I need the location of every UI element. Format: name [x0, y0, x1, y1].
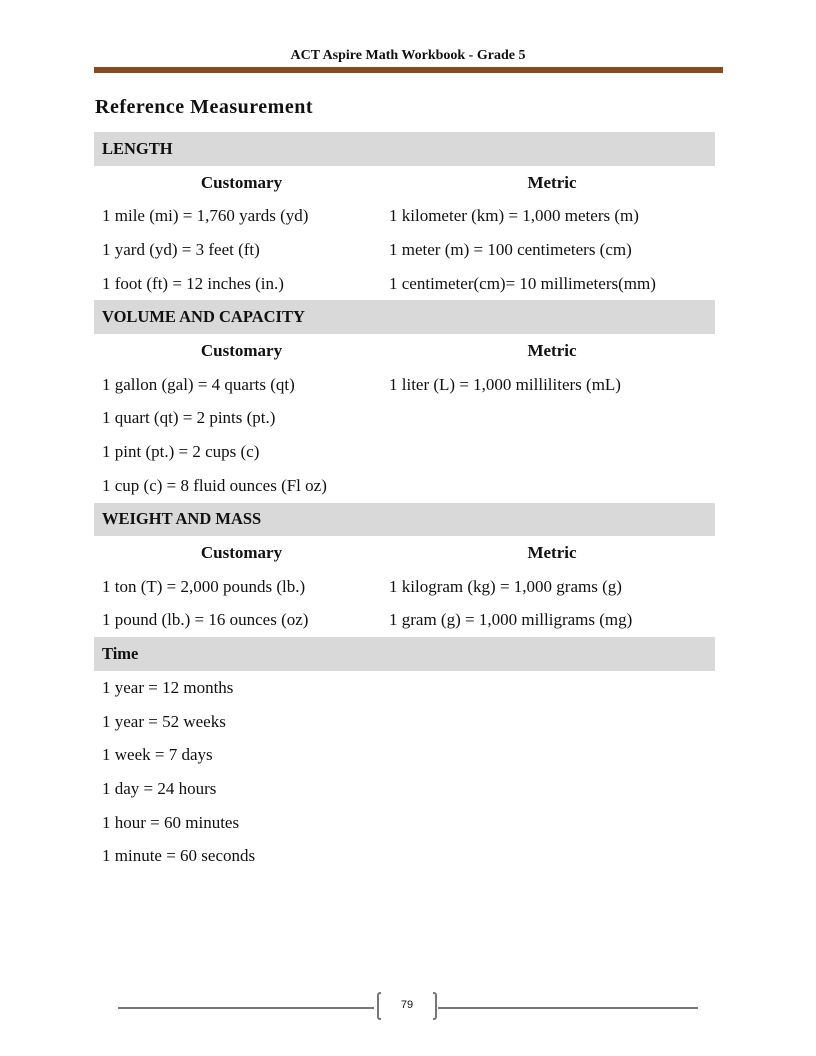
table-row: [94, 570, 715, 604]
footer-rule-left: [118, 1007, 374, 1009]
customary-cell: 1 pint (pt.) = 2 cups (c): [102, 442, 260, 462]
metric-cell: 1 liter (L) = 1,000 milliliters (mL): [389, 374, 621, 394]
time-cell: 1 hour = 60 minutes: [102, 812, 240, 832]
metric-cell: 1 kilogram (kg) = 1,000 grams (g): [389, 576, 622, 596]
section-header-time: Time: [94, 637, 715, 671]
time-cell: 1 week = 7 days: [102, 745, 213, 765]
column-header-row: [94, 536, 715, 570]
customary-header: Customary: [200, 543, 283, 563]
customary-header: Customary: [200, 172, 283, 192]
metric-header: Metric: [527, 172, 577, 192]
section-header-weight: WEIGHT AND MASS: [94, 503, 715, 537]
table-row: [94, 806, 715, 840]
table-row: [94, 839, 715, 873]
table-row: [94, 705, 715, 739]
table-row: [94, 233, 715, 267]
header-title: ACT Aspire Math Workbook - Grade 5: [290, 48, 526, 63]
page-footer: [118, 990, 698, 1024]
column-header-row: [94, 166, 715, 200]
customary-cell: 1 ton (T) = 2,000 pounds (lb.): [102, 576, 306, 596]
page-number: 79: [400, 999, 414, 1011]
column-header-row: [94, 334, 715, 368]
customary-cell: 1 yard (yd) = 3 feet (ft): [102, 239, 260, 259]
footer-rule-right: [438, 1007, 698, 1009]
table-row: [94, 368, 715, 402]
table-row: [94, 469, 715, 503]
metric-cell: 1 kilometer (km) = 1,000 meters (m): [389, 206, 639, 226]
table-row: [94, 402, 715, 436]
table-row: [94, 772, 715, 806]
section-header-length: LENGTH: [94, 132, 715, 166]
customary-cell: 1 quart (qt) = 2 pints (pt.): [102, 408, 276, 428]
metric-cell: 1 meter (m) = 100 centimeters (cm): [389, 239, 632, 259]
time-cell: 1 minute = 60 seconds: [102, 846, 256, 866]
customary-cell: 1 mile (mi) = 1,760 yards (yd): [102, 206, 309, 226]
customary-cell: 1 gallon (gal) = 4 quarts (qt): [102, 374, 295, 394]
page-title: Reference Measurement: [95, 96, 313, 118]
time-cell: 1 day = 24 hours: [102, 778, 217, 798]
customary-cell: 1 pound (lb.) = 16 ounces (oz): [102, 610, 309, 630]
section-header-volume: VOLUME AND CAPACITY: [94, 300, 715, 334]
metric-header: Metric: [527, 340, 577, 360]
customary-header: Customary: [200, 340, 283, 360]
table-row: [94, 435, 715, 469]
right-bracket-icon: [433, 992, 437, 1020]
time-cell: 1 year = 52 weeks: [102, 711, 226, 731]
table-row: [94, 671, 715, 705]
header-rule: [94, 67, 723, 73]
customary-cell: 1 foot (ft) = 12 inches (in.): [102, 273, 284, 293]
table-row: [94, 267, 715, 301]
reference-table: [94, 132, 715, 873]
time-cell: 1 year = 12 months: [102, 677, 234, 697]
customary-cell: 1 cup (c) = 8 fluid ounces (Fl oz): [102, 475, 327, 495]
table-row: [94, 738, 715, 772]
metric-header: Metric: [527, 543, 577, 563]
table-row: [94, 604, 715, 638]
left-bracket-icon: [377, 992, 381, 1020]
table-row: [94, 199, 715, 233]
metric-cell: 1 gram (g) = 1,000 milligrams (mg): [389, 610, 633, 630]
metric-cell: 1 centimeter(cm)= 10 millimeters(mm): [389, 273, 656, 293]
